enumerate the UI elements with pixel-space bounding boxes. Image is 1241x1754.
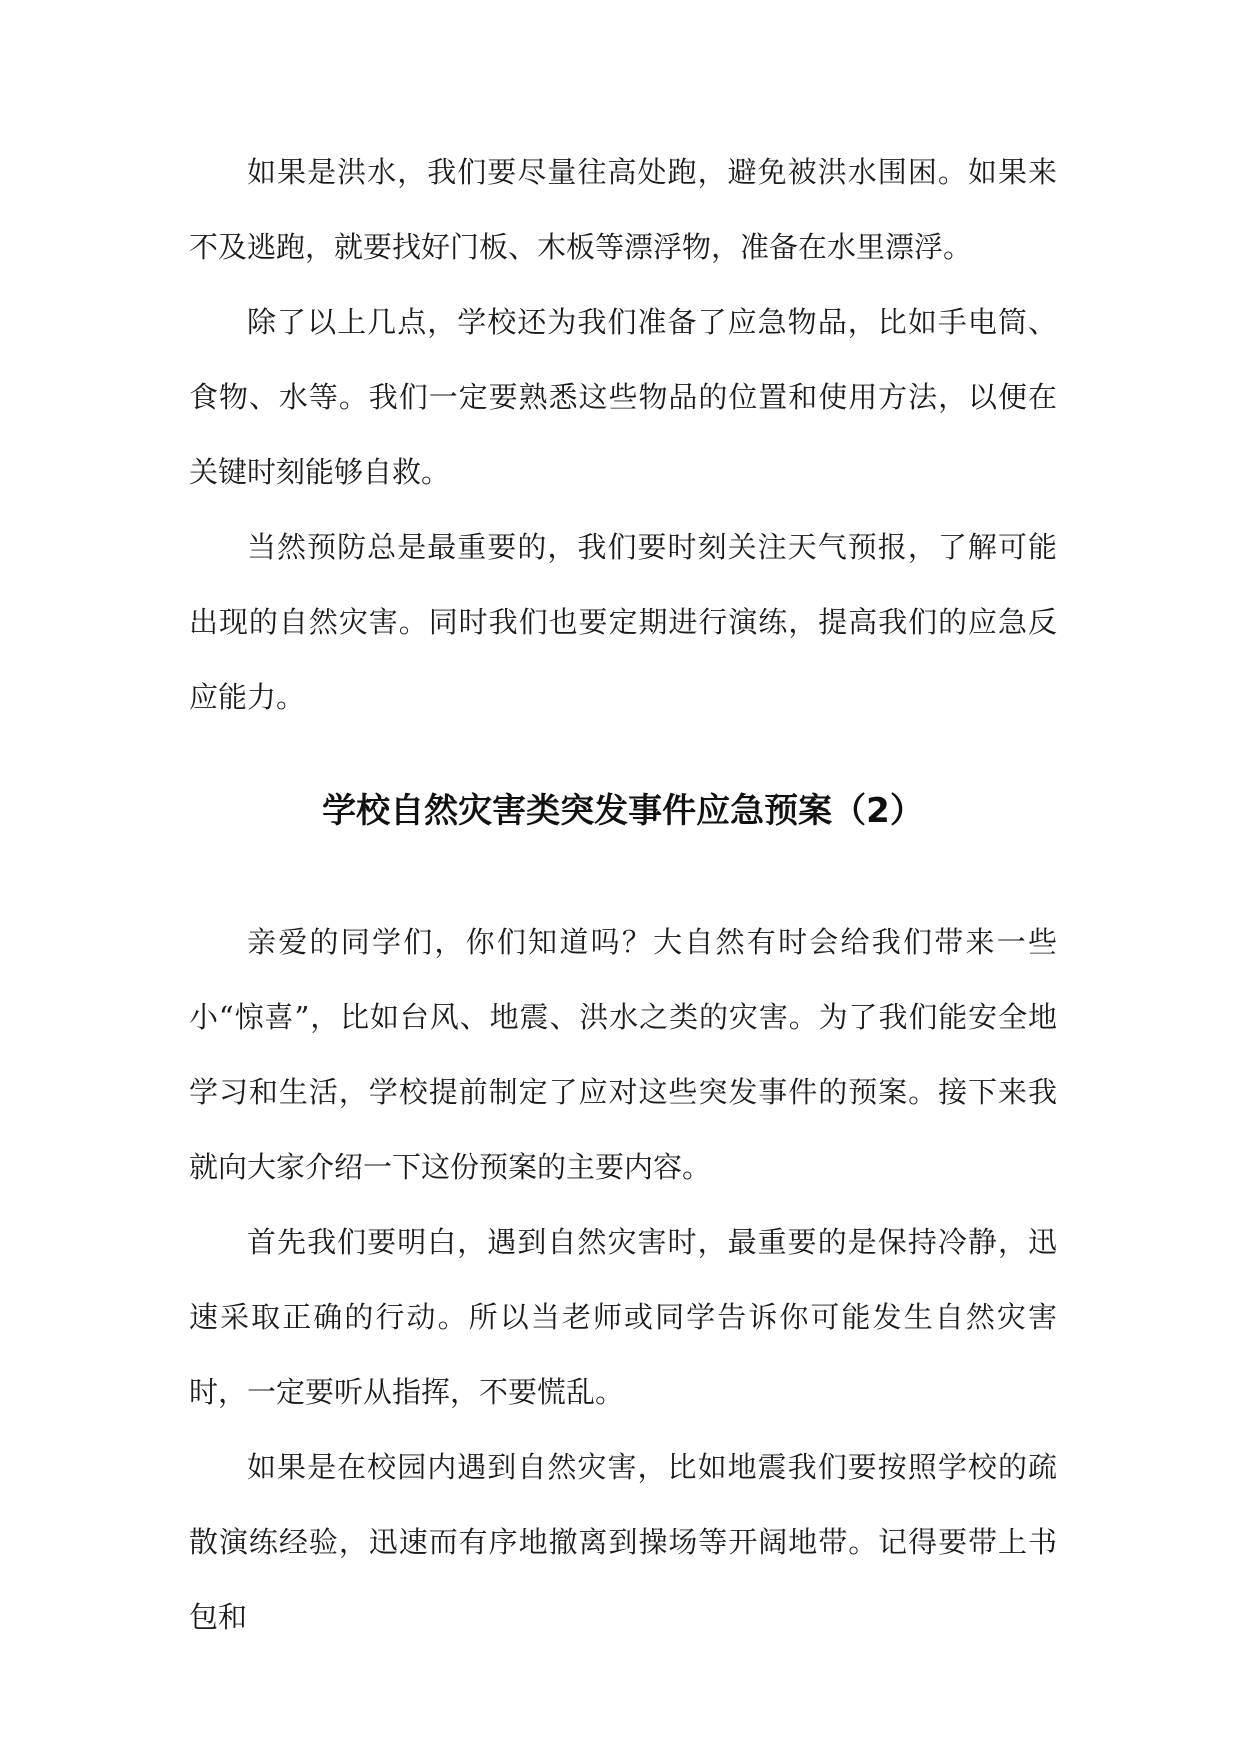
paragraph-introduction: 亲爱的同学们，你们知道吗？大自然有时会给我们带来一些小“惊喜”，比如台风、地震、洪水之类的灾害。为了我们能安全地学习和生活，学校提前制定了应对这些突发事件的预案。接下来我就向大家介绍一下这份预案的主要内容。 [189,925,1057,1184]
section-title: 学校自然灾害类突发事件应急预案（2） [322,791,924,831]
paragraph-emergency-supplies: 除了以上几点，学校还为我们准备了应急物品，比如手电筒、食物、水等。我们一定要熟悉这些物品的位置和使用方法，以便在关键时刻能够自救。 [189,305,1057,489]
paragraph-flood-advice: 如果是洪水，我们要尽量往高处跑，避免被洪水围困。如果来不及逃跑，就要找好门板、木板等漂浮物，准备在水里漂浮。 [189,155,1057,264]
paragraph-evacuation: 如果是在校园内遇到自然灾害，比如地震我们要按照学校的疏散演练经验，迅速而有序地撤离到操场等开阔地带。记得要带上书包和 [189,1450,1057,1634]
paragraph-prevention: 当然预防总是最重要的，我们要时刻关注天气预报，了解可能出现的自然灾害。同时我们也要定期进行演练，提高我们的应急反应能力。 [189,530,1057,714]
paragraph-stay-calm: 首先我们要明白，遇到自然灾害时，最重要的是保持冷静，迅速采取正确的行动。所以当老师或同学告诉你可能发生自然灾害时，一定要听从指挥，不要慌乱。 [189,1225,1057,1409]
